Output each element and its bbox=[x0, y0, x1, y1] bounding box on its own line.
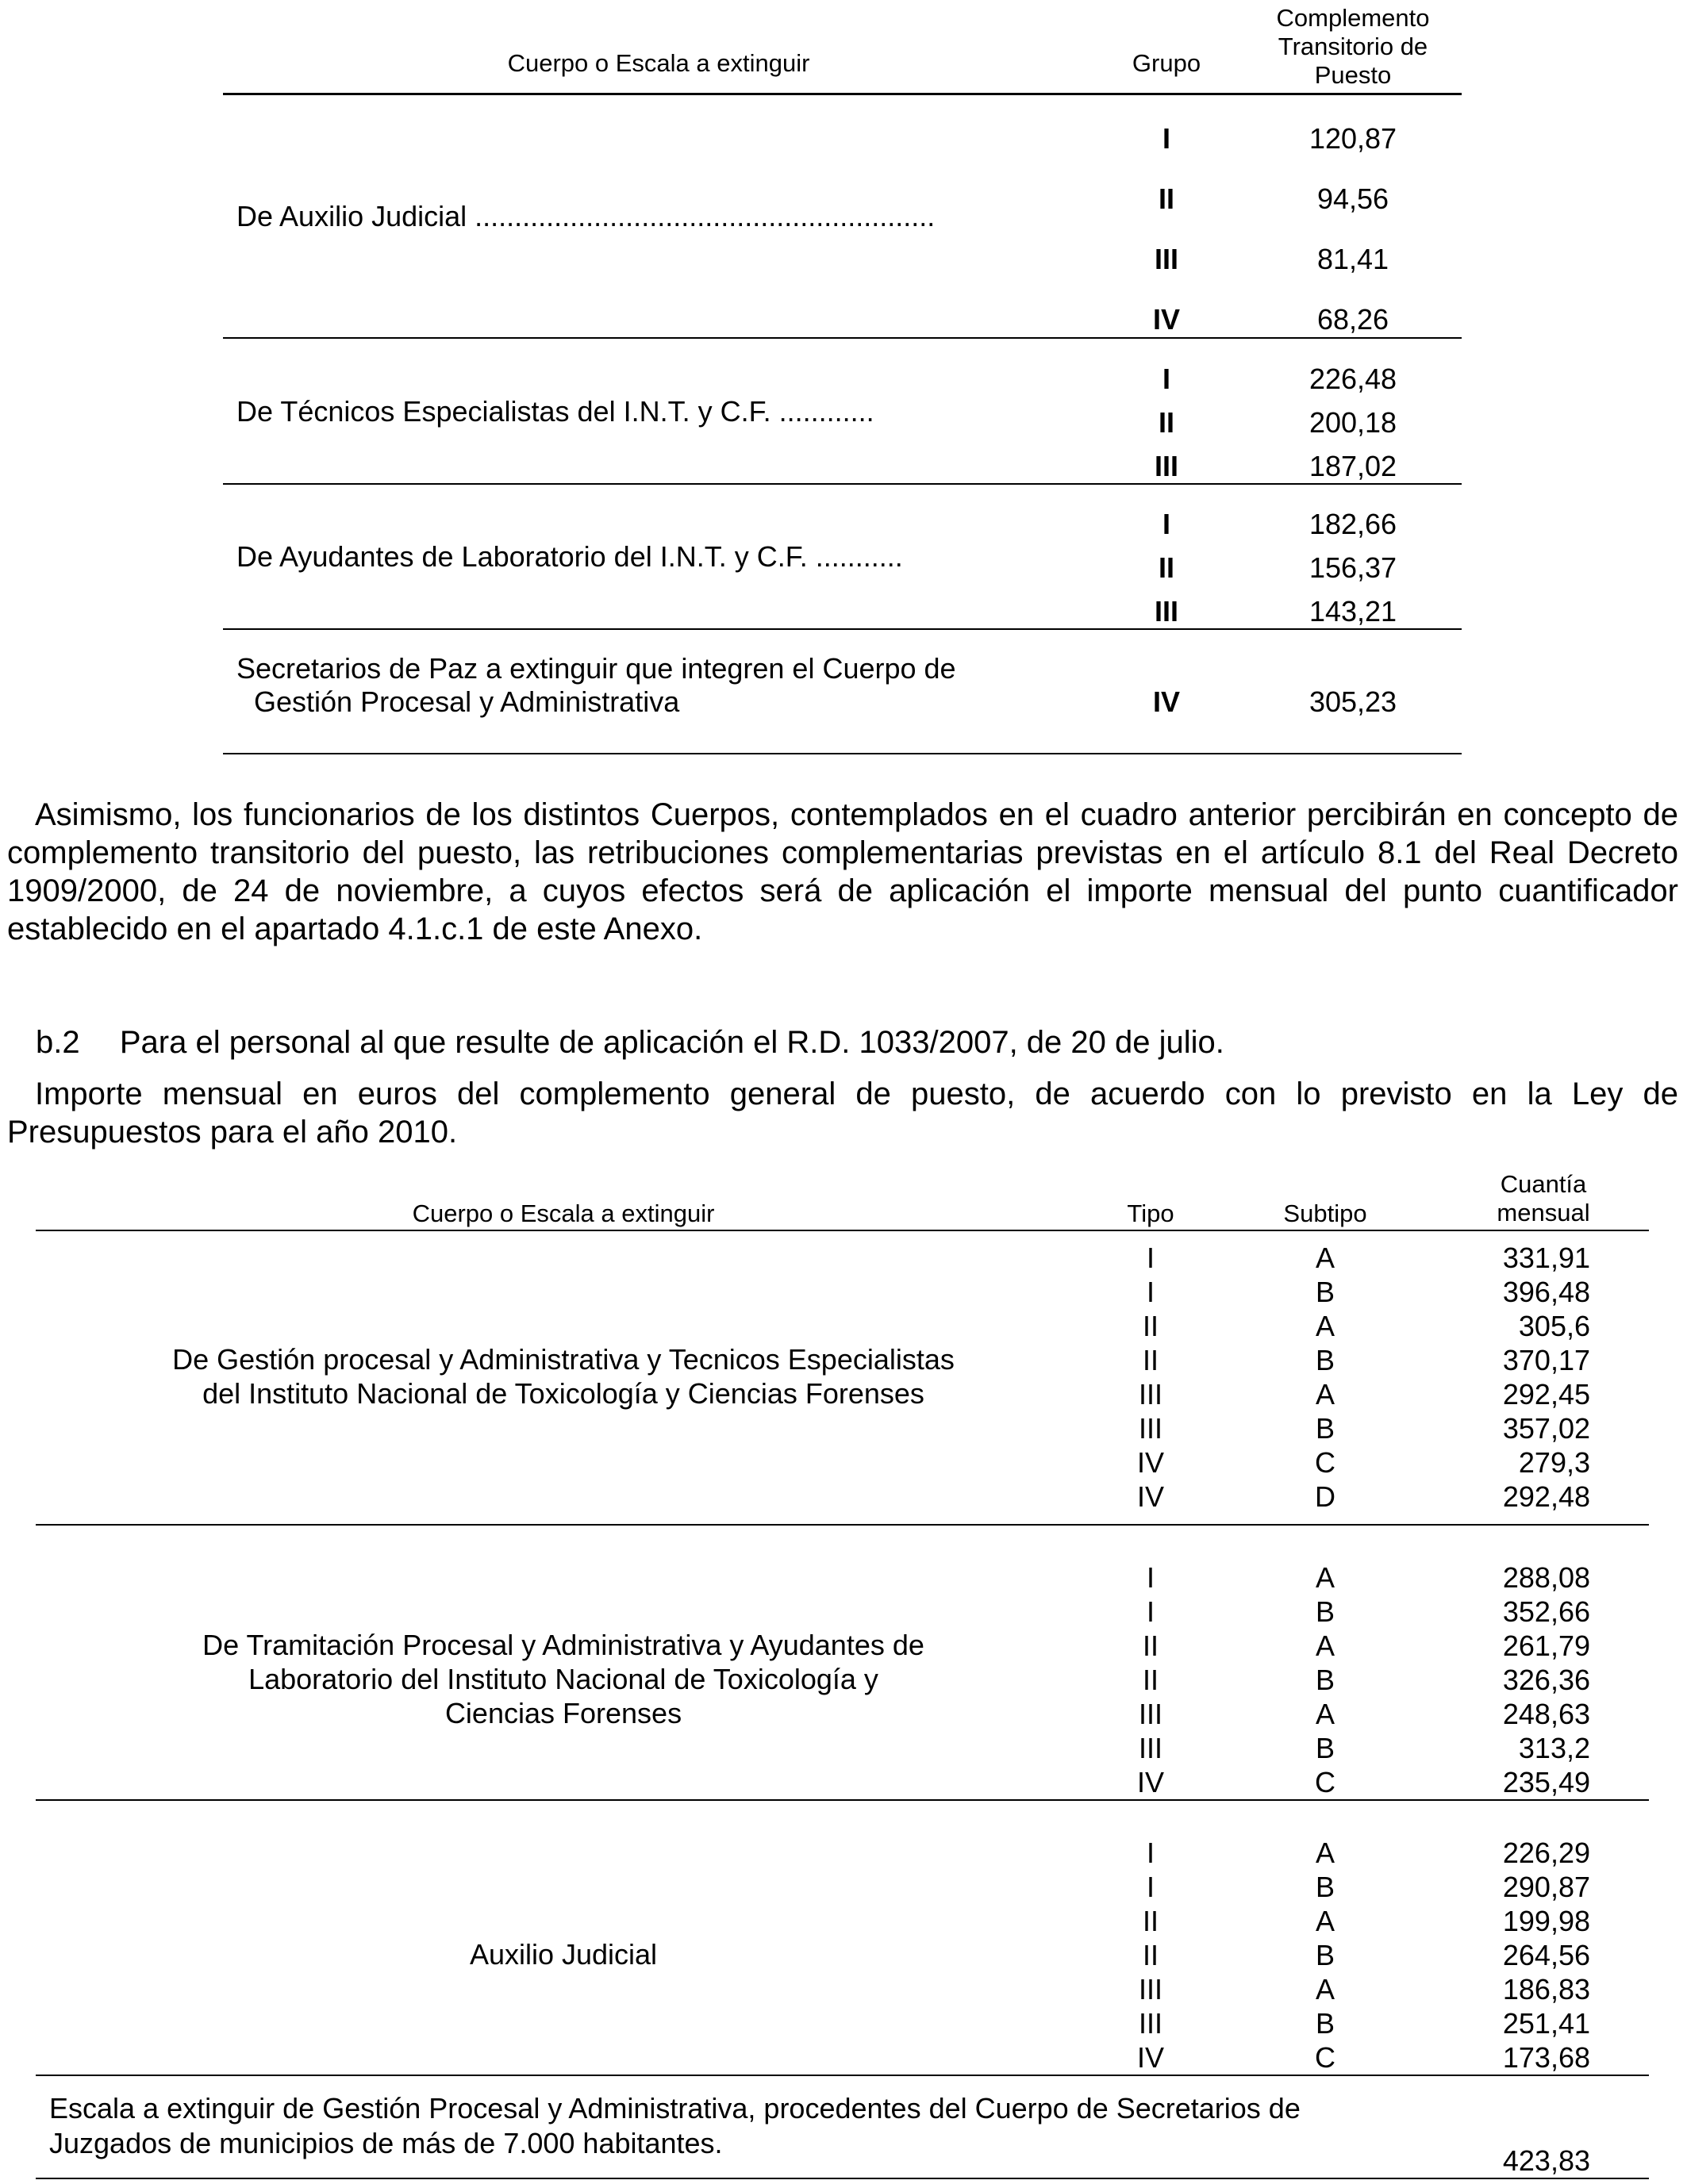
grupo-cell: I bbox=[1162, 508, 1170, 540]
section-rule bbox=[223, 628, 1462, 630]
tipo-cell: IV bbox=[1136, 1480, 1164, 1513]
section-number: b.2 bbox=[36, 1025, 80, 1060]
tipo-column bbox=[1111, 1241, 1190, 1514]
subtipo-cell: C bbox=[1315, 1446, 1335, 1479]
cuantia-cell: 292,48 bbox=[1502, 1480, 1590, 1513]
row-label-secretarios-de-paz: Secretarios de Paz a extinguir que integren el Cuerpo de bbox=[236, 652, 956, 685]
column-header-cuerpo: Cuerpo o Escala a extinguir bbox=[507, 49, 810, 77]
grupo-cell: IV bbox=[1152, 685, 1180, 718]
cuantia-cell: 251,41 bbox=[1502, 2007, 1590, 2040]
tipo-cell: III bbox=[1138, 1412, 1162, 1445]
subtipo-cell: A bbox=[1315, 1378, 1335, 1411]
subtipo-cell: B bbox=[1315, 1664, 1335, 1696]
subtipo-cell: B bbox=[1315, 1412, 1335, 1445]
grupo-cell: II bbox=[1158, 406, 1174, 439]
header-rule bbox=[36, 1230, 1649, 1231]
valor-cell: 81,41 bbox=[1316, 243, 1389, 275]
cuantia-cell: 326,36 bbox=[1502, 1664, 1590, 1696]
subtipo-cell: A bbox=[1315, 1837, 1335, 1869]
row-label-secretarios-de-paz-cont: Gestión Procesal y Administrativa bbox=[254, 685, 680, 718]
cuantia-cell: 288,08 bbox=[1502, 1561, 1590, 1594]
tipo-cell: IV bbox=[1136, 2041, 1164, 2074]
tipo-cell: III bbox=[1138, 1732, 1162, 1764]
tipo-cell: I bbox=[1146, 1276, 1155, 1308]
cuantia-column bbox=[1444, 1241, 1590, 1514]
tipo-cell: II bbox=[1142, 1905, 1159, 1937]
row-label-tramitacion-procesal: De Tramitación Procesal y Administrativa y Ayudantes de Laboratorio del Instituto Nacional de Toxicología y Ciencias Forenses bbox=[202, 1629, 924, 1729]
subtipo-cell: B bbox=[1315, 1732, 1335, 1764]
cuantia-cell: 226,29 bbox=[1502, 1837, 1590, 1869]
subtipo-cell: B bbox=[1315, 1344, 1335, 1376]
valor-cell: 200,18 bbox=[1308, 406, 1397, 439]
subtipo-cell: B bbox=[1315, 1871, 1335, 1903]
tipo-column bbox=[1111, 1560, 1190, 1799]
cuantia-cell: 186,83 bbox=[1502, 1973, 1590, 2006]
cuantia-cell: 305,6 bbox=[1518, 1310, 1590, 1342]
column-header-cuantia: Cuantía mensual bbox=[1497, 1170, 1590, 1226]
subtipo-cell: A bbox=[1315, 1310, 1335, 1342]
tipo-cell: II bbox=[1142, 1310, 1159, 1342]
subtipo-column bbox=[1285, 1836, 1365, 2075]
valor-cell: 120,87 bbox=[1308, 122, 1397, 155]
grupo-cell: I bbox=[1162, 122, 1170, 155]
tipo-column bbox=[1111, 1836, 1190, 2075]
section-rule bbox=[36, 1799, 1649, 1801]
grupo-cell: III bbox=[1154, 243, 1178, 275]
subtipo-cell: B bbox=[1315, 2007, 1335, 2040]
valor-cell: 94,56 bbox=[1316, 182, 1389, 215]
cuantia-cell: 279,3 bbox=[1518, 1446, 1590, 1479]
tipo-cell: I bbox=[1146, 1561, 1155, 1594]
column-header-tipo: Tipo bbox=[1127, 1199, 1174, 1227]
cuantia-cell: 396,48 bbox=[1502, 1276, 1590, 1308]
cuantia-cell: 290,87 bbox=[1502, 1871, 1590, 1903]
subtipo-cell: D bbox=[1315, 1480, 1335, 1513]
grupo-cell: IV bbox=[1152, 303, 1180, 336]
column-header-grupo: Grupo bbox=[1132, 49, 1201, 77]
valor-cell: 156,37 bbox=[1308, 551, 1397, 584]
tipo-cell: III bbox=[1138, 1378, 1162, 1411]
tipo-cell: II bbox=[1142, 1344, 1159, 1376]
tipo-cell: IV bbox=[1136, 1446, 1164, 1479]
tipo-cell: II bbox=[1142, 1939, 1159, 1971]
grupo-cell: II bbox=[1158, 182, 1174, 215]
valor-cell: 305,23 bbox=[1308, 685, 1397, 718]
row-label-ayudantes-laboratorio: De Ayudantes de Laboratorio del I.N.T. y C.F. ........... bbox=[236, 540, 903, 573]
subtipo-column bbox=[1285, 1560, 1365, 1799]
valor-cell: 187,02 bbox=[1308, 450, 1397, 482]
grupo-cell: I bbox=[1162, 363, 1170, 395]
subtipo-cell: A bbox=[1315, 1698, 1335, 1730]
tipo-cell: I bbox=[1146, 1242, 1155, 1274]
row-label-escala-gestion-procesal: Escala a extinguir de Gestión Procesal y Administrativa, procedentes del Cuerpo de Secretarios de Juzgados de municipios de más de 7.000 habitantes. bbox=[49, 2092, 1301, 2159]
cuantia-cell: 352,66 bbox=[1502, 1595, 1590, 1628]
header-rule bbox=[223, 93, 1462, 95]
column-header-subtipo: Subtipo bbox=[1283, 1199, 1367, 1227]
cuantia-cell: 264,56 bbox=[1502, 1939, 1590, 1971]
cuantia-cell: 423,83 bbox=[1502, 2144, 1590, 2177]
tipo-cell: II bbox=[1142, 1664, 1159, 1696]
grupo-cell: II bbox=[1158, 551, 1174, 584]
subtipo-column bbox=[1285, 1241, 1365, 1514]
subtipo-cell: A bbox=[1315, 1561, 1335, 1594]
table-bottom-rule bbox=[36, 2178, 1649, 2179]
cuantia-column bbox=[1444, 1836, 1590, 2075]
column-header-cuerpo: Cuerpo o Escala a extinguir bbox=[412, 1199, 715, 1227]
subtipo-cell: A bbox=[1315, 1973, 1335, 2006]
row-label-auxilio-judicial: Auxilio Judicial bbox=[469, 1938, 658, 1971]
section-rule bbox=[36, 1524, 1649, 1526]
row-label-gestion-procesal: De Gestión procesal y Administrativa y Tecnicos Especialistas del Instituto Nacional de Toxicología y Ciencias Forenses bbox=[172, 1343, 955, 1410]
subtipo-cell: A bbox=[1315, 1905, 1335, 1937]
tipo-cell: III bbox=[1138, 2007, 1162, 2040]
cuantia-cell: 199,98 bbox=[1502, 1905, 1590, 1937]
subtipo-cell: C bbox=[1315, 2041, 1335, 2074]
section-rule bbox=[223, 337, 1462, 339]
paragraph-asimismo: Asimismo, los funcionarios de los distintos Cuerpos, contemplados en el cuadro anterior percibirán en concepto de complemento transitorio del puesto, las retribuciones complementarias previstas en el artículo 8.1 del Real Decreto 1909/2000, de 24 de noviembre, a cuyos efectos será de aplicación el importe mensual del punto cuantificador establecido en el apartado 4.1.c.1 de este Anexo. bbox=[7, 797, 1678, 946]
cuantia-cell: 331,91 bbox=[1502, 1242, 1590, 1274]
tipo-cell: III bbox=[1138, 1973, 1162, 2006]
column-header-complemento: Complemento Transitorio de Puesto bbox=[1276, 4, 1430, 89]
cuantia-cell: 370,17 bbox=[1502, 1344, 1590, 1376]
cuantia-cell: 173,68 bbox=[1502, 2041, 1590, 2074]
valor-cell: 68,26 bbox=[1316, 303, 1389, 336]
section-b2-heading bbox=[36, 1023, 1224, 1061]
row-label-tecnicos-especialistas: De Técnicos Especialistas del I.N.T. y C.F. ............ bbox=[236, 395, 874, 428]
tipo-cell: I bbox=[1146, 1837, 1155, 1869]
tipo-cell: I bbox=[1146, 1595, 1155, 1628]
subtipo-cell: B bbox=[1315, 1595, 1335, 1628]
cuantia-cell: 313,2 bbox=[1518, 1732, 1590, 1764]
valor-cell: 182,66 bbox=[1308, 508, 1397, 540]
cuantia-cell: 235,49 bbox=[1502, 1766, 1590, 1798]
section-rule bbox=[36, 2075, 1649, 2076]
row-label-auxilio-judicial: De Auxilio Judicial .......................................................... bbox=[236, 200, 936, 232]
subtipo-cell: A bbox=[1315, 1629, 1335, 1662]
valor-cell: 143,21 bbox=[1308, 595, 1397, 628]
section-title: Para el personal al que resulte de aplicación el R.D. 1033/2007, de 20 de julio. bbox=[119, 1025, 1224, 1060]
tipo-cell: III bbox=[1138, 1698, 1162, 1730]
cuantia-column bbox=[1444, 1560, 1590, 1799]
paragraph-importe-mensual: Importe mensual en euros del complemento general de puesto, de acuerdo con lo previsto en la Ley de Presupuestos para el año 2010. bbox=[7, 1077, 1678, 1150]
tipo-cell: I bbox=[1146, 1871, 1155, 1903]
cuantia-cell: 357,02 bbox=[1502, 1412, 1590, 1445]
subtipo-cell: A bbox=[1315, 1242, 1335, 1274]
tipo-cell: IV bbox=[1136, 1766, 1164, 1798]
section-rule bbox=[223, 483, 1462, 485]
valor-cell: 226,48 bbox=[1308, 363, 1397, 395]
grupo-cell: III bbox=[1154, 595, 1178, 628]
cuantia-cell: 292,45 bbox=[1502, 1378, 1590, 1411]
grupo-cell: III bbox=[1154, 450, 1178, 482]
subtipo-cell: B bbox=[1315, 1276, 1335, 1308]
cuantia-cell: 248,63 bbox=[1502, 1698, 1590, 1730]
subtipo-cell: B bbox=[1315, 1939, 1335, 1971]
subtipo-cell: C bbox=[1315, 1766, 1335, 1798]
tipo-cell: II bbox=[1142, 1629, 1159, 1662]
table-bottom-rule bbox=[223, 753, 1462, 754]
cuantia-cell: 261,79 bbox=[1502, 1629, 1590, 1662]
